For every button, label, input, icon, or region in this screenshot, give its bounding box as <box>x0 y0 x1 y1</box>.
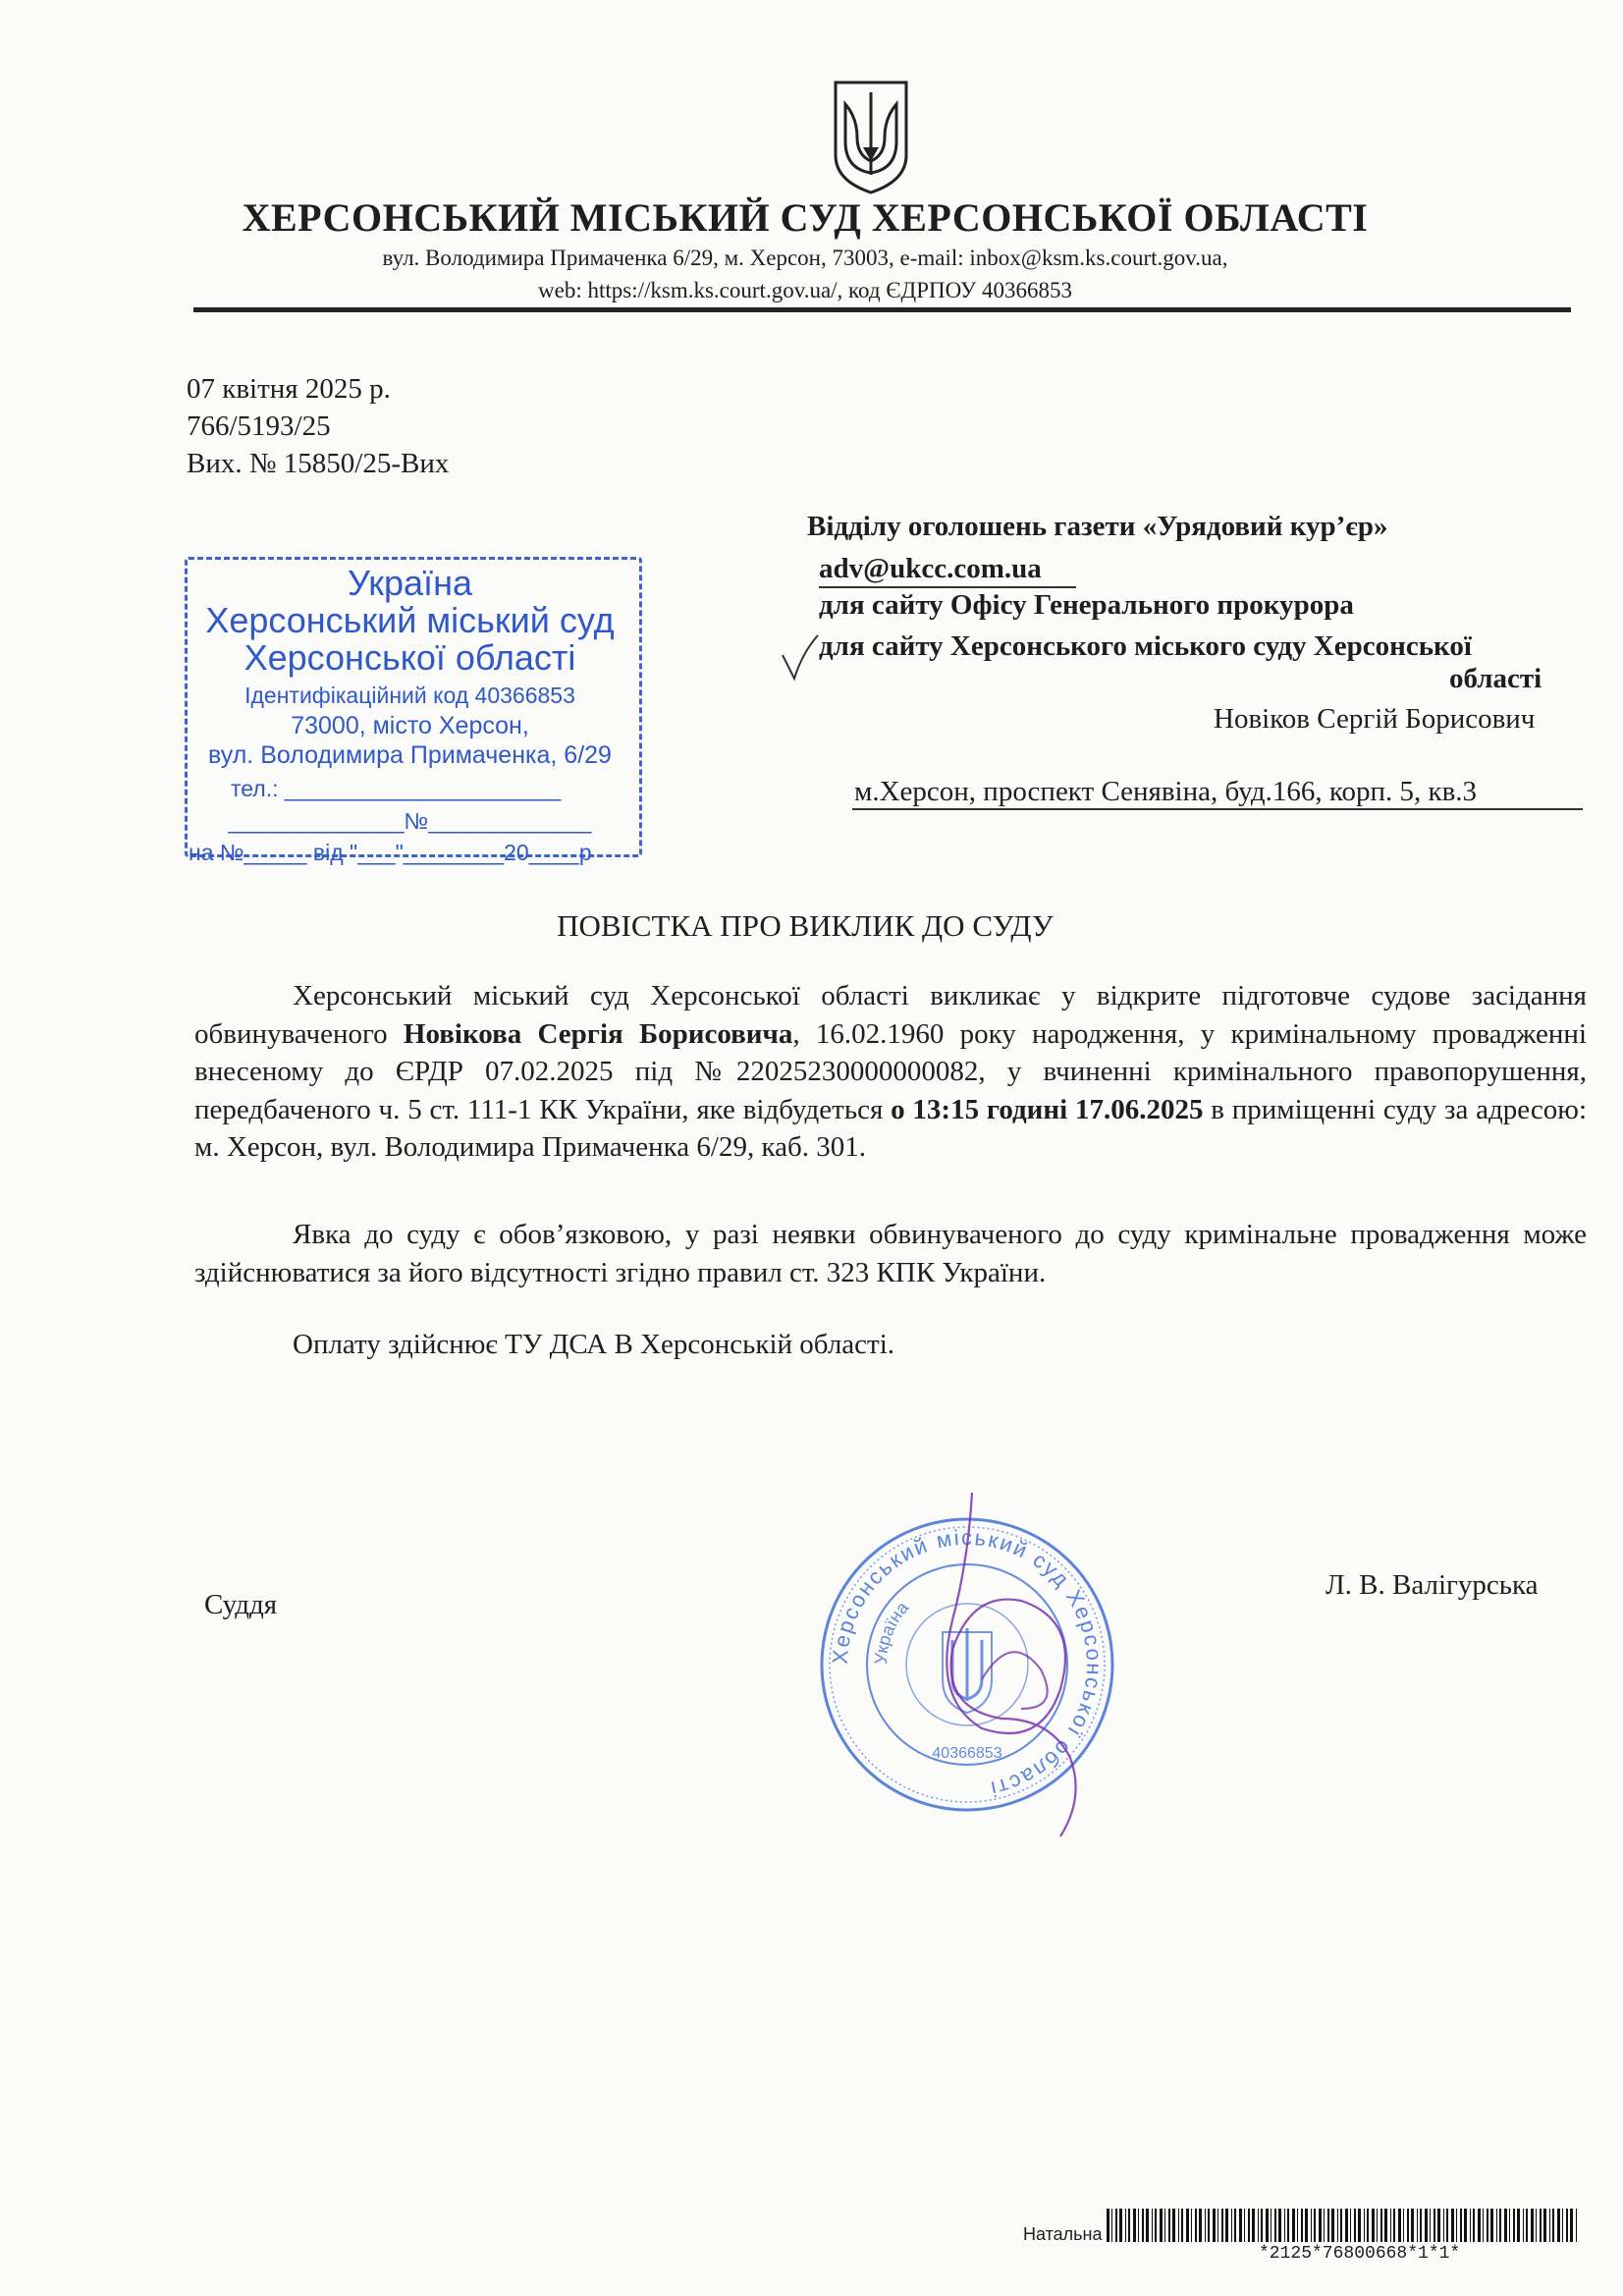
p1-text-c: в приміщенні суду за адресою: м. Херсон, вул. Володимира Примаченка 6/29, каб. 301. <box>194 1093 1587 1163</box>
barcode-owner: Натальна <box>1023 2224 1103 2244</box>
document-title: ПОВІСТКА ПРО ВИКЛИК ДО СУДУ <box>557 908 1054 943</box>
payment-paragraph <box>194 1326 1587 1364</box>
judge-signature-icon <box>913 1483 1100 1846</box>
stamp-id-code: Ідентифікаційний код 40366853 <box>244 683 575 708</box>
seal-outer-text: Херсонський міський суд Херсонської області <box>827 1524 1108 1802</box>
attendance-paragraph <box>194 1216 1587 1291</box>
court-address-line1: вул. Володимира Примаченка 6/29, м. Херсон, 73003, e-mail: inbox@ksm.ks.court.gov.ua, <box>382 246 1228 270</box>
recipient-person: Новіков Сергій Борисович <box>1214 703 1536 735</box>
defendant-name: Новікова Сергія Борисовича <box>403 1017 793 1050</box>
registration-stamp <box>177 555 643 865</box>
stamp-region: Херсонської області <box>243 637 576 678</box>
court-address-line2: web: https://ksm.ks.court.gov.ua/, код ЄДРПОУ 40366853 <box>538 278 1072 302</box>
hearing-time: о 13:15 годині 17.06.2025 <box>891 1093 1204 1125</box>
trident-coat-of-arms-icon <box>832 79 910 194</box>
address-underline <box>852 808 1583 810</box>
summons-paragraph <box>194 977 1587 1167</box>
recipient-address: м.Херсон, проспект Сенявіна, буд.166, корп. 5, кв.3 <box>854 776 1478 807</box>
check-mark-icon <box>781 633 820 683</box>
seal-code: 40366853 <box>932 1745 1002 1762</box>
recipient-email: adv@ukcc.com.ua <box>819 553 1042 584</box>
barcode-icon <box>1107 2209 1583 2242</box>
p1-text-a: Херсонський міський суд Херсонської області викликає у відкрите підготовче судове засідання обвинуваченого <box>194 980 1587 1050</box>
outgoing-number: Вих. № 15850/25-Вих <box>187 448 450 479</box>
stamp-court: Херсонський міський суд <box>205 600 615 640</box>
barcode-number: *2125*76800668*1*1* <box>1259 2244 1461 2264</box>
p3-text: Оплату здійснює ТУ ДСА В Херсонській області. <box>293 1329 895 1360</box>
recipient-court-site-cont: області <box>1449 663 1542 694</box>
recipient-prosecutor-site: для сайту Офісу Генерального прокурора <box>819 589 1354 621</box>
stamp-country: Україна <box>348 563 472 603</box>
p1-text-b: , 16.02.1960 року народження, у кримінальному провадженні внесеному до ЄРДР 07.02.2025 під №22025230000000082, у вчиненні кримінального правопорушення, передбаченого ч. 5 ст. 111-1 КК України, яке відбудеться <box>194 1017 1588 1125</box>
stamp-street: вул. Володимира Примаченка, 6/29 <box>208 741 612 769</box>
recipient-newspaper: Відділу оголошень газети «Урядовий кур’єр» <box>807 511 1388 542</box>
document-date: 07 квітня 2025 р. <box>187 373 391 405</box>
case-number: 766/5193/25 <box>187 410 331 442</box>
stamp-reference: на №_____ від "___"________20____р <box>189 840 592 865</box>
stamp-city: 73000, місто Херсон, <box>291 712 529 739</box>
header-divider <box>193 307 1571 312</box>
seal-inner-text: Україна <box>870 1597 913 1666</box>
stamp-number: ______________№_____________ <box>228 808 592 834</box>
judge-label: Суддя <box>204 1589 278 1620</box>
judge-name: Л. В. Валігурська <box>1325 1569 1539 1601</box>
p2-text: Явка до суду є обов’язковою, у разі неявки обвинуваченого до суду кримінальне провадження може здійснюватися за його відсутності згідно правил ст. 323 КПК України. <box>194 1219 1587 1288</box>
recipient-court-site: для сайту Херсонського міського суду Херсонської <box>819 630 1472 662</box>
email-underline <box>819 586 1076 588</box>
court-name: ХЕРСОНСЬКИЙ МІСЬКИЙ СУД ХЕРСОНСЬКОЇ ОБЛАСТІ <box>242 195 1369 240</box>
stamp-phone: тел.: ______________________ <box>231 776 562 801</box>
